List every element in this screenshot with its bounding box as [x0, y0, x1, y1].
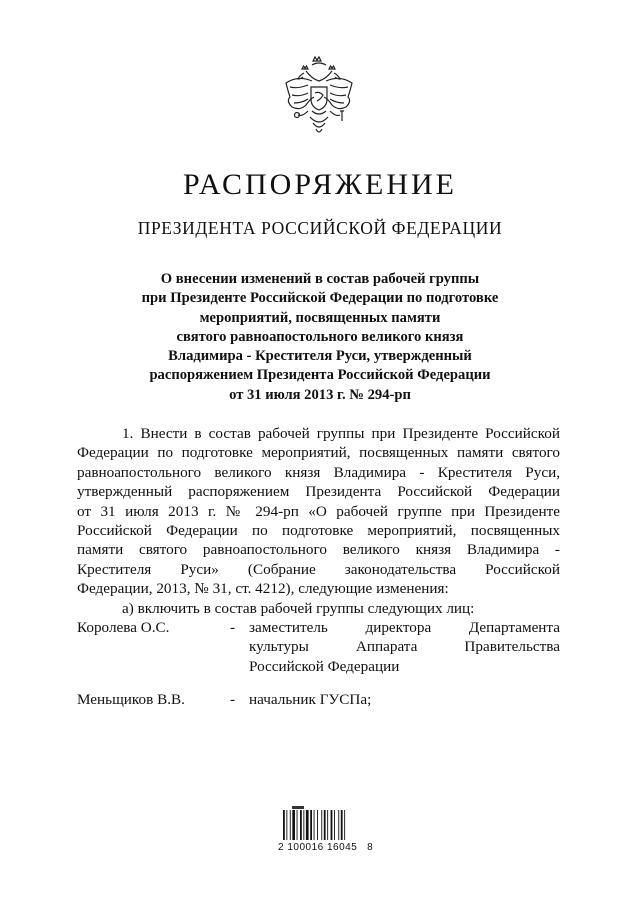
- barcode-bar: [321, 810, 322, 840]
- barcode-bar: [338, 810, 339, 840]
- document-issuer: ПРЕЗИДЕНТА РОССИЙСКОЙ ФЕДЕРАЦИИ: [137, 218, 503, 238]
- body-line: Крестителя Руси» (Собрание законодательства Российской: [77, 560, 560, 578]
- barcode-bar: [283, 810, 285, 840]
- subject-line: распоряжением Президента Российской Федерации: [149, 367, 491, 384]
- barcode-bar: [300, 810, 302, 840]
- barcode-mark: [292, 806, 304, 809]
- body-line: 1. Внести в состав рабочей группы при Президенте Российской: [122, 425, 560, 442]
- body-line: Федерации по подготовке мероприятий, посвященных памяти святого: [77, 444, 560, 462]
- barcode-bar: [306, 810, 309, 840]
- person-dash: -: [230, 691, 236, 708]
- barcode-bar: [327, 810, 328, 840]
- body-line: от 31 июля 2013 г. № 294-рп «О рабочей группе при Президенте: [77, 502, 560, 520]
- person-role: [249, 690, 560, 709]
- barcode-bar: [286, 810, 287, 840]
- person-dash: -: [230, 619, 236, 636]
- subject-line: от 31 июля 2013 г. № 294-рп: [229, 386, 411, 403]
- barcode-bar: [292, 810, 295, 840]
- barcode-bar: [297, 810, 298, 840]
- barcode-number: 2 100016 16045 8: [278, 842, 374, 853]
- role-line: начальник ГУСПа;: [249, 691, 372, 708]
- person-name: Меньщиков В.В.: [77, 691, 185, 708]
- barcode-bar: [344, 810, 345, 840]
- person-name: Королева О.С.: [77, 619, 170, 636]
- barcode-bar: [324, 810, 326, 840]
- document-type-title: РАСПОРЯЖЕНИЕ: [182, 168, 458, 201]
- item-a-line: а) включить в состав рабочей группы следующих лиц:: [122, 599, 475, 617]
- body-line: утвержденный распоряжением Президента Российской Федерации: [77, 483, 560, 501]
- role-line: заместитель директора Департамента: [249, 619, 560, 636]
- barcode-bar: [303, 810, 304, 840]
- barcode: [282, 806, 356, 842]
- barcode-bar: [314, 810, 315, 840]
- subject-line: Владимира - Крестителя Руси, утвержденный: [168, 348, 472, 365]
- role-line: культуры Аппарата Правительства: [249, 638, 560, 656]
- document-subject: [100, 270, 540, 405]
- barcode-bar: [317, 810, 318, 840]
- body-line: равноапостольного великого князя Владимира - Крестителя Руси,: [77, 463, 560, 481]
- barcode-bar: [290, 810, 291, 840]
- body-line: Российской Федерации по подготовке мероприятий, посвященных: [77, 521, 560, 539]
- barcode-bar: [341, 810, 343, 840]
- role-line: Российской Федерации: [249, 657, 400, 675]
- body-paragraph: [77, 424, 560, 618]
- subject-line: мероприятий, посвященных памяти: [199, 309, 441, 326]
- barcode-bar: [334, 810, 335, 840]
- subject-line: при Президенте Российской Федерации по подготовке: [141, 290, 499, 307]
- body-line: Федерации, 2013, № 31, ст. 4212), следующие изменения:: [77, 580, 449, 598]
- body-line: памяти святого равноапостольного великого князя Владимира -: [77, 541, 560, 559]
- subject-line: святого равноапостольного великого князя: [176, 328, 464, 345]
- barcode-bar: [331, 810, 333, 840]
- person-role: [249, 618, 560, 676]
- subject-line: О внесении изменений в состав рабочей группы: [160, 271, 480, 287]
- coat-of-arms-emblem: [282, 55, 356, 145]
- barcode-bar: [310, 810, 312, 840]
